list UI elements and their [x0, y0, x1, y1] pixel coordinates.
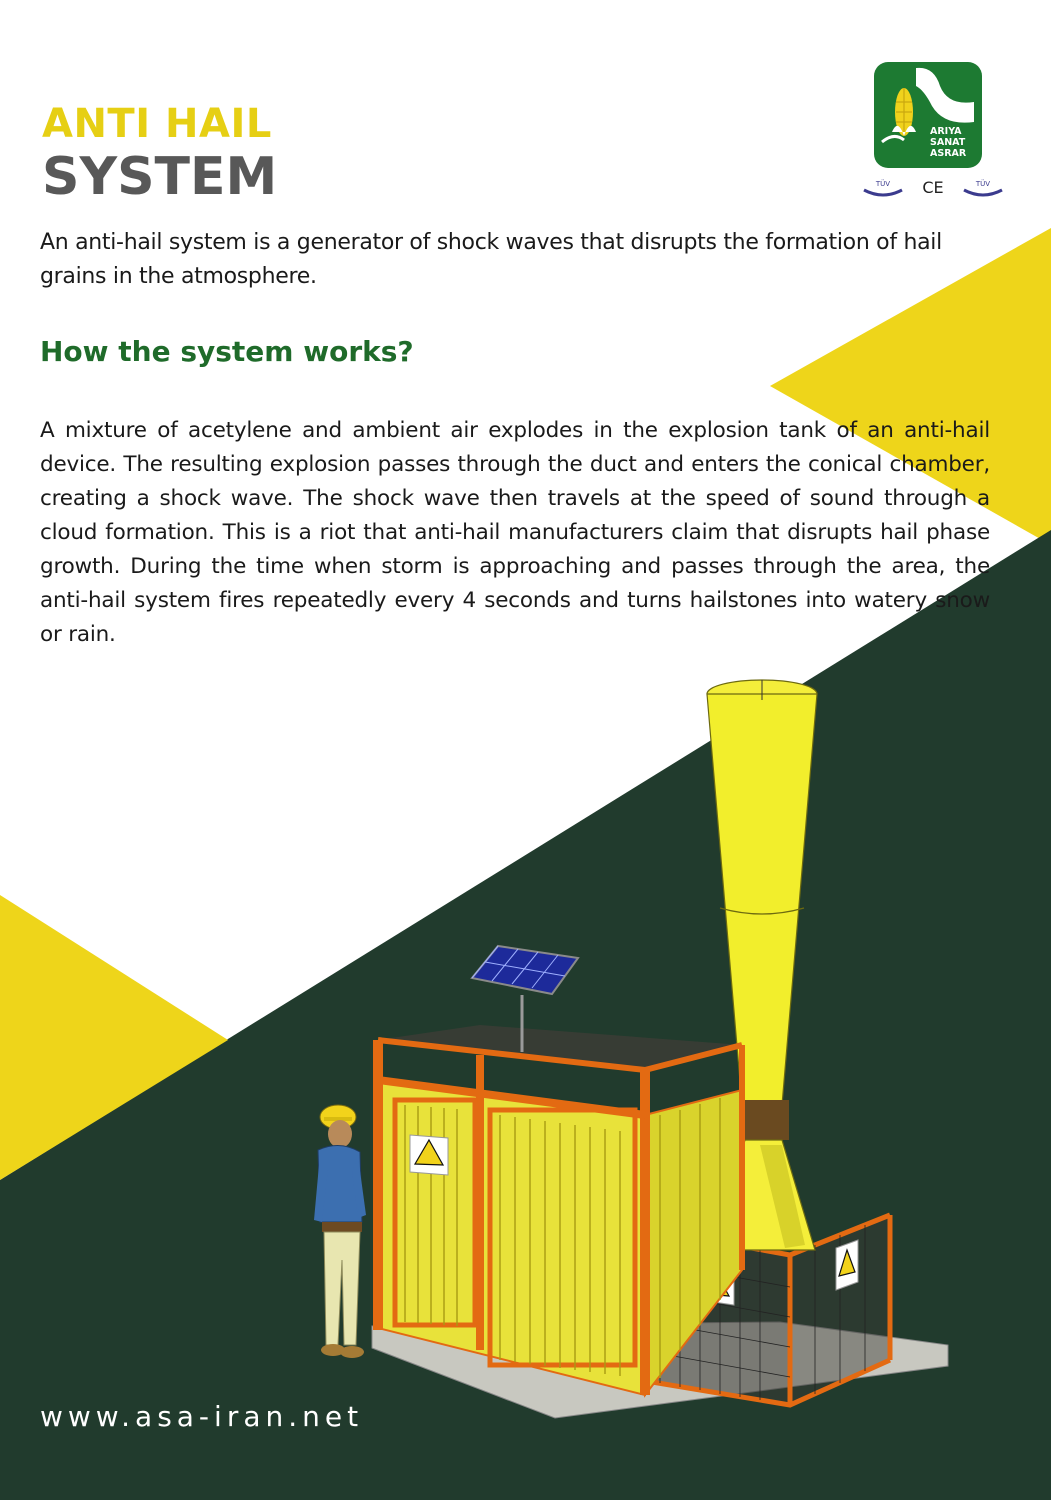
intro-paragraph: An anti-hail system is a generator of shock waves that disrupts the formation of hail grains in the atmosphere. [40, 230, 942, 289]
tuv-badge-right-label: TÜV [975, 180, 991, 188]
title-anti-hail: ANTI HAIL [42, 101, 272, 147]
section-heading: How the system works? [40, 335, 414, 368]
equipment-cabinet [378, 1025, 742, 1395]
section-body: A mixture of acetylene and ambient air explodes in the explosion tank of an anti-hail device. The resulting explosion passes through the duct and enters the conical chamber, creating a shock wave. The shock wave then travels at the speed of sound through a cloud formation. This is a riot that anti-hail manufacturers claim that disrupts hail phase growth. During the time when storm is approaching and passes through the area, the anti-hail system fires repeatedly every 4 seconds and turns hailstones into watery snow or rain. [40, 418, 990, 647]
title-system: SYSTEM [42, 147, 278, 207]
logo-line3: ASRAR [930, 148, 967, 159]
website-link[interactable]: www.asa-iran.net [40, 1400, 364, 1433]
worker-figure [314, 1105, 366, 1358]
logo-line2: SANAT [930, 137, 966, 148]
tuv-badge-left-label: TÜV [875, 180, 891, 188]
logo-line1: ARIYA [930, 126, 962, 137]
ce-mark: CE [922, 178, 944, 197]
